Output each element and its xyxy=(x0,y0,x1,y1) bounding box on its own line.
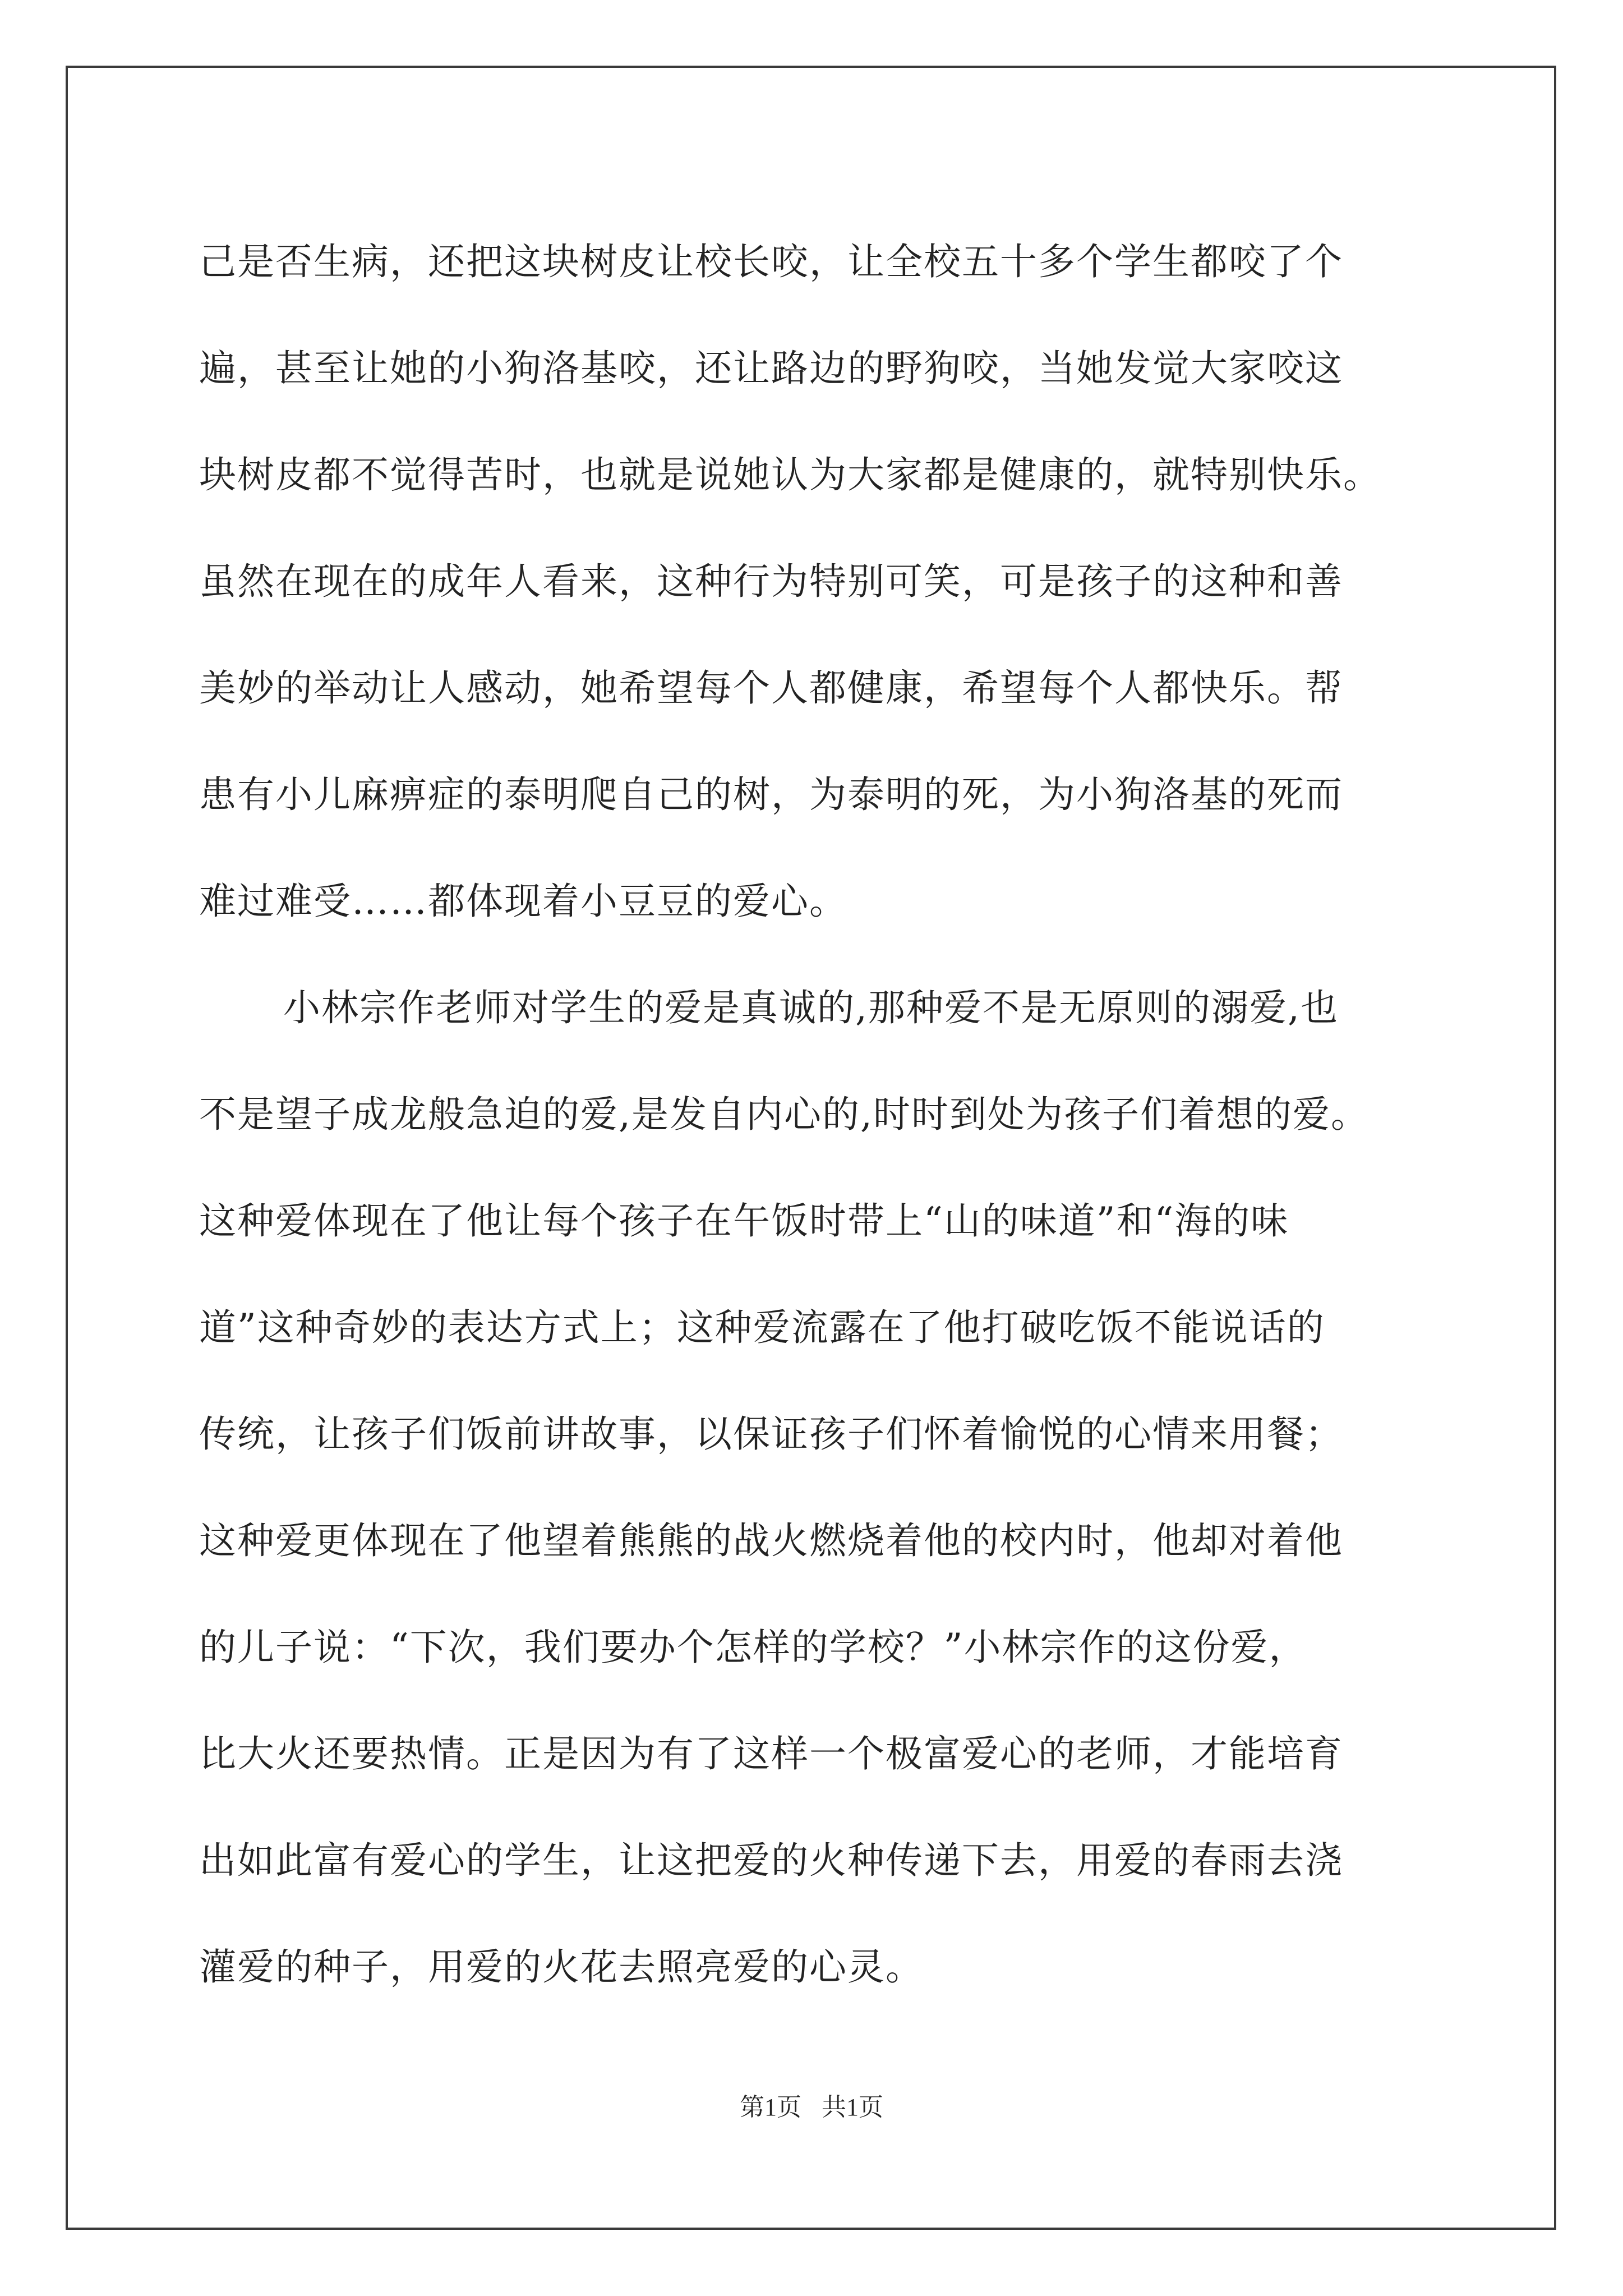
text-line: 患有小儿麻痹症的泰明爬自己的树，为泰明的死，为小狗洛基的死而 xyxy=(199,773,1343,816)
page-number: 第1页 xyxy=(740,2093,801,2121)
page-footer xyxy=(0,2087,1623,2123)
text-line: 比大火还要热情。正是因为有了这样一个极富爱心的老师，才能培育 xyxy=(199,1732,1343,1775)
text-line: 不是望子成龙般急迫的爱,是发自内心的,时时到处为孩子们着想的爱。 xyxy=(199,1093,1369,1136)
text-line: 虽然在现在的成年人看来，这种行为特别可笑，可是孩子的这种和善 xyxy=(199,560,1343,603)
text-line: 道”这种奇妙的表达方式上；这种爱流露在了他打破吃饭不能说话的 xyxy=(199,1306,1325,1349)
text-line: 灌爱的种子，用爱的火花去照亮爱的心灵。 xyxy=(199,1945,924,1989)
page-total: 共1页 xyxy=(822,2093,883,2121)
text-line: 块树皮都不觉得苦时，也就是说她认为大家都是健康的，就特别快乐。 xyxy=(199,453,1381,496)
document-body xyxy=(199,209,1433,2021)
text-line: 己是否生病，还把这块树皮让校长咬，让全校五十多个学生都咬了个 xyxy=(199,240,1343,283)
text-line: 出如此富有爱心的学生，让这把爱的火种传递下去，用爱的春雨去浇 xyxy=(199,1839,1343,1882)
text-line: 这种爱体现在了他让每个孩子在午饭时带上“山的味道”和“海的味 xyxy=(199,1199,1289,1243)
text-line: 这种爱更体现在了他望着熊熊的战火燃烧着他的校内时，他却对着他 xyxy=(199,1519,1343,1562)
paragraph-start-line: 小林宗作老师对学生的爱是真诚的,那种爱不是无原则的溺爱,也 xyxy=(283,986,1339,1029)
text-line: 的儿子说：“下次，我们要办个怎样的学校？”小林宗作的这份爱， xyxy=(199,1626,1307,1669)
text-line: 遍，甚至让她的小狗洛基咬，还让路边的野狗咬，当她发觉大家咬这 xyxy=(199,347,1343,390)
text-line: 美妙的举动让人感动，她希望每个人都健康，希望每个人都快乐。帮 xyxy=(199,666,1343,710)
text-line: 传统，让孩子们饭前讲故事，以保证孩子们怀着愉悦的心情来用餐； xyxy=(199,1412,1343,1456)
text-line: 难过难受……都体现着小豆豆的爱心。 xyxy=(199,880,847,923)
